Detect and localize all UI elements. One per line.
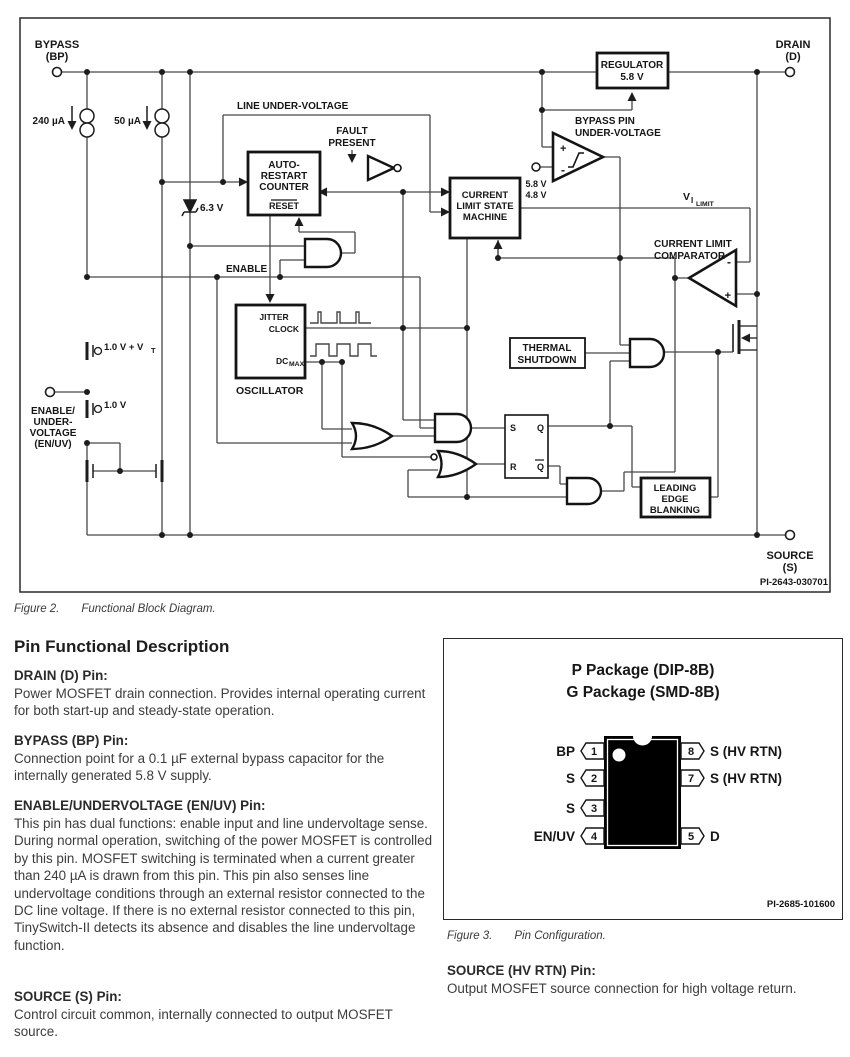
bypass-pin-body: Connection point for a 0.1 µF external bypass capacitor for the internally generated 5.8 V supply. bbox=[14, 751, 385, 784]
ic-package-body bbox=[604, 736, 681, 849]
fault-label: FAULT bbox=[336, 126, 368, 137]
arrowheads bbox=[68, 92, 637, 303]
enable-label: ENABLE bbox=[226, 264, 268, 275]
figure2-caption-number: Figure 2. bbox=[14, 603, 60, 615]
drain-pin-body: Power MOSFET drain connection. Provides internal operating current for both start-up and steady-state operation. bbox=[14, 686, 426, 719]
zener-diode bbox=[182, 200, 198, 216]
thermal-label1: THERMAL bbox=[522, 343, 572, 354]
v10-label: 1.0 V bbox=[104, 400, 127, 411]
vt-label: 1.0 V + V bbox=[104, 342, 144, 353]
pin7-label: S (HV RTN) bbox=[710, 771, 782, 786]
leb-label1: LEADING bbox=[653, 483, 697, 494]
pin-configuration-figure bbox=[443, 638, 843, 920]
drain-pin-label: DRAIN bbox=[775, 39, 811, 51]
vilimit-label-i: I bbox=[691, 196, 694, 205]
clock-waveform bbox=[310, 312, 371, 323]
enuv-pin-title: ENABLE/UNDERVOLTAGE (EN/UV) Pin: bbox=[14, 798, 266, 813]
fig2-part-number: PI-2643-030701 bbox=[759, 577, 828, 588]
pin1-label: BP bbox=[556, 744, 575, 759]
enuv-pin-label: ENABLE/ bbox=[31, 406, 75, 417]
thermal-label2: SHUTDOWN bbox=[517, 355, 577, 366]
pin2-label: S bbox=[565, 771, 575, 786]
vt-sub-label: T bbox=[151, 346, 156, 355]
clock-label: CLOCK bbox=[268, 324, 299, 334]
bpuv-48-label: 4.8 V bbox=[525, 190, 547, 200]
vilimit-label-v: V bbox=[683, 191, 691, 203]
bpuv-label1: BYPASS PIN bbox=[575, 116, 635, 127]
right-pins bbox=[681, 743, 704, 844]
clc-plus-sign: + bbox=[724, 290, 731, 302]
pin8-number: 8 bbox=[687, 746, 695, 758]
enuv-pin-label2: UNDER- bbox=[33, 417, 73, 428]
enuv-terminal bbox=[46, 388, 55, 397]
pin7-number: 7 bbox=[687, 773, 695, 785]
dcmax-sub-label: MAX bbox=[289, 361, 305, 368]
wires bbox=[55, 72, 785, 535]
arc-reset-label: RESET bbox=[268, 201, 300, 211]
regulator-label2: 5.8 V bbox=[620, 72, 644, 83]
current-240-label: 240 µA bbox=[32, 116, 65, 127]
source-pin-body: Control circuit common, internally connected to output MOSFET source. bbox=[14, 1007, 393, 1040]
pin-functional-description-heading: Pin Functional Description bbox=[14, 637, 230, 656]
figure3-caption bbox=[447, 930, 606, 942]
bpuv-plus-sign: + bbox=[560, 143, 567, 155]
bpuv-58-label: 5.8 V bbox=[525, 179, 547, 189]
latch-r-label: R bbox=[510, 462, 517, 472]
package-title-2: G Package (SMD-8B) bbox=[566, 684, 720, 701]
left-pins bbox=[581, 743, 604, 844]
current-50-label: 50 µA bbox=[114, 116, 141, 127]
source-pin-label2: (S) bbox=[782, 562, 798, 574]
source-hv-rtn-title: SOURCE (HV RTN) Pin: bbox=[447, 963, 596, 978]
clc-label2: COMPARATOR bbox=[654, 251, 726, 262]
jitter-label: JITTER bbox=[259, 312, 289, 322]
source-pin-label: SOURCE bbox=[766, 550, 814, 562]
drain-pin-section bbox=[14, 668, 438, 720]
source-hv-rtn-section bbox=[447, 963, 847, 997]
clsm-label3: MACHINE bbox=[462, 212, 508, 223]
oscillator-label: OSCILLATOR bbox=[236, 385, 304, 397]
latch-qbar-label: Q bbox=[536, 462, 544, 472]
source-pin-title: SOURCE (S) Pin: bbox=[14, 989, 122, 1004]
figure3-caption-number: Figure 3. bbox=[447, 930, 493, 942]
line-uv-label: LINE UNDER-VOLTAGE bbox=[237, 101, 349, 112]
pin5-number: 5 bbox=[687, 831, 695, 843]
package-title-1: P Package (DIP-8B) bbox=[571, 662, 715, 679]
pin3-number: 3 bbox=[590, 803, 598, 815]
drain-pin-label2: (D) bbox=[785, 51, 801, 63]
dcmax-label: DC bbox=[276, 356, 289, 366]
right-pin-numbers bbox=[688, 744, 782, 844]
arc-label3: COUNTER bbox=[259, 182, 309, 193]
clc-minus-sign: - bbox=[727, 255, 731, 269]
leb-label2: EDGE bbox=[661, 494, 689, 505]
enuv-pin-label4: (EN/UV) bbox=[34, 439, 72, 450]
pin3-label: S bbox=[565, 801, 575, 816]
drain-terminal bbox=[786, 68, 795, 77]
pin4-number: 4 bbox=[590, 831, 598, 843]
bpuv-label2: UNDER-VOLTAGE bbox=[575, 128, 661, 139]
arc-label1: AUTO- bbox=[268, 160, 300, 171]
arc-label2: RESTART bbox=[260, 171, 308, 182]
pin-configuration-diagram bbox=[444, 639, 842, 916]
regulator-label1: REGULATOR bbox=[600, 60, 664, 71]
clsm-label2: LIMIT STATE bbox=[456, 201, 514, 212]
bypass-pin-title: BYPASS (BP) Pin: bbox=[14, 733, 129, 748]
latch-s-label: S bbox=[510, 423, 517, 433]
pin4-label: EN/UV bbox=[533, 829, 575, 844]
dcmax-waveform bbox=[310, 344, 377, 356]
enuv-pin-section bbox=[14, 798, 438, 954]
bpuv-minus-sign: - bbox=[561, 163, 565, 177]
enuv-pin-label3: VOLTAGE bbox=[29, 428, 77, 439]
zener-label: 6.3 V bbox=[200, 203, 224, 214]
pin8-label: S (HV RTN) bbox=[710, 744, 782, 759]
source-pin-section bbox=[14, 989, 438, 1041]
source-terminal bbox=[786, 531, 795, 540]
figure2-caption bbox=[14, 603, 216, 615]
drain-pin-title: DRAIN (D) Pin: bbox=[14, 668, 108, 683]
clsm-label1: CURRENT bbox=[461, 190, 509, 201]
figure2-caption-text: Functional Block Diagram. bbox=[81, 603, 216, 615]
bypass-terminal bbox=[53, 68, 62, 77]
pin1-number: 1 bbox=[590, 746, 598, 758]
figure3-caption-text: Pin Configuration. bbox=[514, 930, 606, 942]
enuv-transistors bbox=[87, 342, 162, 482]
bypass-pin-label: BYPASS bbox=[34, 39, 80, 51]
fault-label2: PRESENT bbox=[328, 138, 376, 149]
bypass-uv-comparator bbox=[532, 133, 603, 181]
vilimit-label-sub: LIMIT bbox=[696, 201, 714, 208]
pin1-dot bbox=[613, 749, 626, 762]
leb-label3: BLANKING bbox=[649, 505, 701, 516]
pin5-label: D bbox=[710, 829, 720, 844]
pin2-number: 2 bbox=[590, 773, 598, 785]
source-hv-rtn-body: Output MOSFET source connection for high voltage return. bbox=[447, 981, 797, 996]
enuv-pin-body: This pin has dual functions: enable input and line undervoltage sense. During normal operation, switching of the power MOSFET is controlled by this pin. MOSFET switching is terminated when a current greater than 240 µA is drawn from this pin. This pin also senses line undervoltage conditions through an external resistor connected to the DC line voltage. If there is no external resistor connected to this pin, TinySwitch-II detects its absence and disables the line undervoltage function. bbox=[14, 816, 433, 953]
clc-label1: CURRENT LIMIT bbox=[654, 239, 732, 250]
bypass-pin-section bbox=[14, 733, 438, 785]
bypass-pin-label2: (BP) bbox=[45, 51, 69, 63]
fig3-part-number: PI-2685-101600 bbox=[766, 899, 835, 910]
junction-dots bbox=[84, 69, 760, 538]
power-mosfet bbox=[733, 320, 757, 354]
latch-q-label: Q bbox=[536, 423, 544, 433]
